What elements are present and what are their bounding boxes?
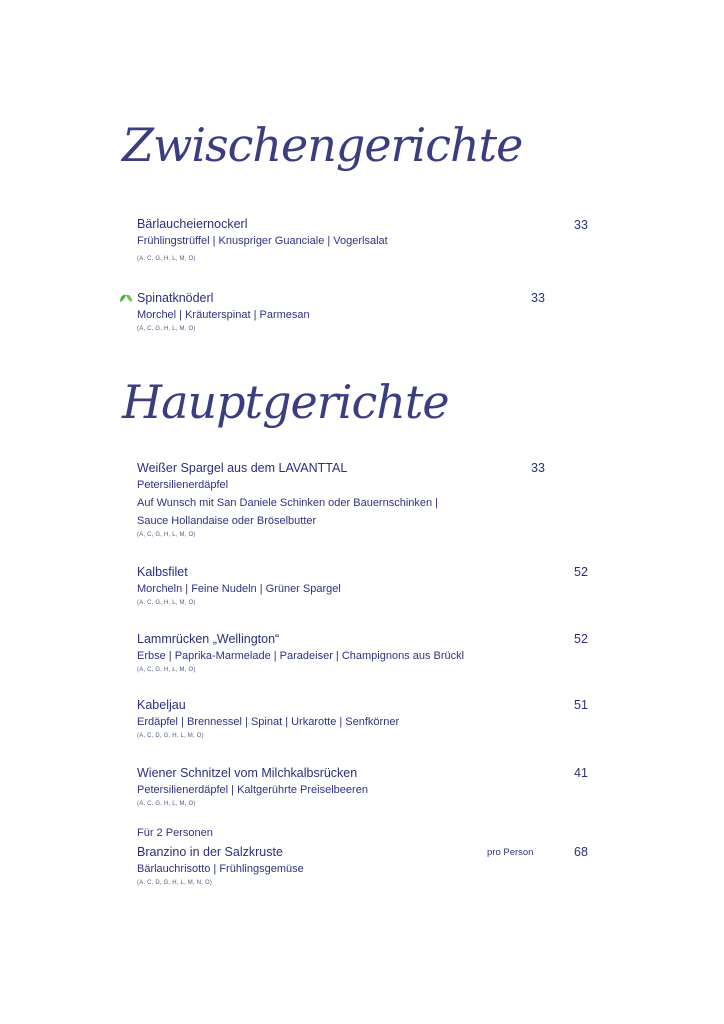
dish-price: 41 [574, 766, 588, 780]
dish-allergens: (A, C, G, H, L, M, O) [137, 667, 196, 673]
dish-allergens: (A, C, G, H, L, M, O) [137, 600, 196, 606]
dish-description: Morchel | Kräuterspinat | Parmesan [137, 309, 310, 321]
dish-price: 33 [531, 291, 545, 305]
dish-allergens: (A, C, G, H, L, M, O) [137, 326, 196, 332]
dish-price: 33 [531, 461, 545, 475]
dish-description: Frühlingstrüffel | Knuspriger Guanciale | Vogerlsalat [137, 235, 388, 247]
leaf-icon [119, 293, 133, 303]
dish-note: Für 2 Personen [137, 827, 213, 839]
dish-description: Sauce Hollandaise oder Bröselbutter [137, 515, 317, 527]
dish-price: 52 [574, 632, 588, 646]
dish-name: Bärlaucheiernockerl [137, 217, 248, 231]
menu-item [137, 564, 592, 608]
dish-description: Petersilienerdäpfel | Kaltgerührte Preiselbeeren [137, 784, 368, 796]
menu-item [137, 216, 592, 264]
dish-name: Kalbsfilet [137, 565, 188, 579]
dish-description: Erbse | Paprika-Marmelade | Paradeiser | Champignons aus Brückl [137, 650, 465, 662]
dish-description: Morcheln | Feine Nudeln | Grüner Spargel [137, 583, 341, 595]
dish-price: 51 [574, 698, 588, 712]
dish-description: Auf Wunsch mit San Daniele Schinken oder Bauernschinken | [137, 497, 439, 509]
dish-allergens: (A, C, D, G, H, L, M, N, O) [137, 880, 213, 886]
dish-name: Lammrücken „Wellington“ [137, 632, 280, 646]
dish-price: 52 [574, 565, 588, 579]
menu-item [137, 631, 592, 675]
dish-name: Branzino in der Salzkruste [137, 845, 283, 859]
dish-name: Weißer Spargel aus dem LAVANTTAL [137, 461, 348, 475]
dish-allergens: (A, C, G, H, L, M, O) [137, 532, 196, 538]
menu-item [137, 460, 592, 540]
dish-name: Kabeljau [137, 698, 186, 712]
dish-allergens: (A, C, D, G, H, L, M, O) [137, 733, 204, 739]
section-title-hauptgerichte: Hauptgerichte [122, 375, 449, 429]
dish-description: Petersilienerdäpfel [137, 479, 229, 491]
dish-price: 33 [574, 218, 588, 232]
dish-name: Wiener Schnitzel vom Milchkalbsrücken [137, 766, 358, 780]
per-person-label: pro Person [487, 847, 534, 858]
menu-item [137, 765, 592, 809]
section-title-zwischengerichte: Zwischengerichte [122, 118, 523, 172]
menu-item [137, 697, 592, 741]
dish-name: Spinatknöderl [137, 291, 214, 305]
dish-allergens: (A, C, G, H, L, M, O) [137, 801, 196, 807]
dish-description: Erdäpfel | Brennessel | Spinat | Urkarotte | Senfkörner [137, 716, 400, 728]
dish-allergens: (A, C, G, H, L, M, O) [137, 256, 196, 262]
dish-price: 68 [574, 845, 588, 859]
menu-item [137, 290, 592, 334]
dish-description: Bärlauchrisotto | Frühlingsgemüse [137, 863, 304, 875]
